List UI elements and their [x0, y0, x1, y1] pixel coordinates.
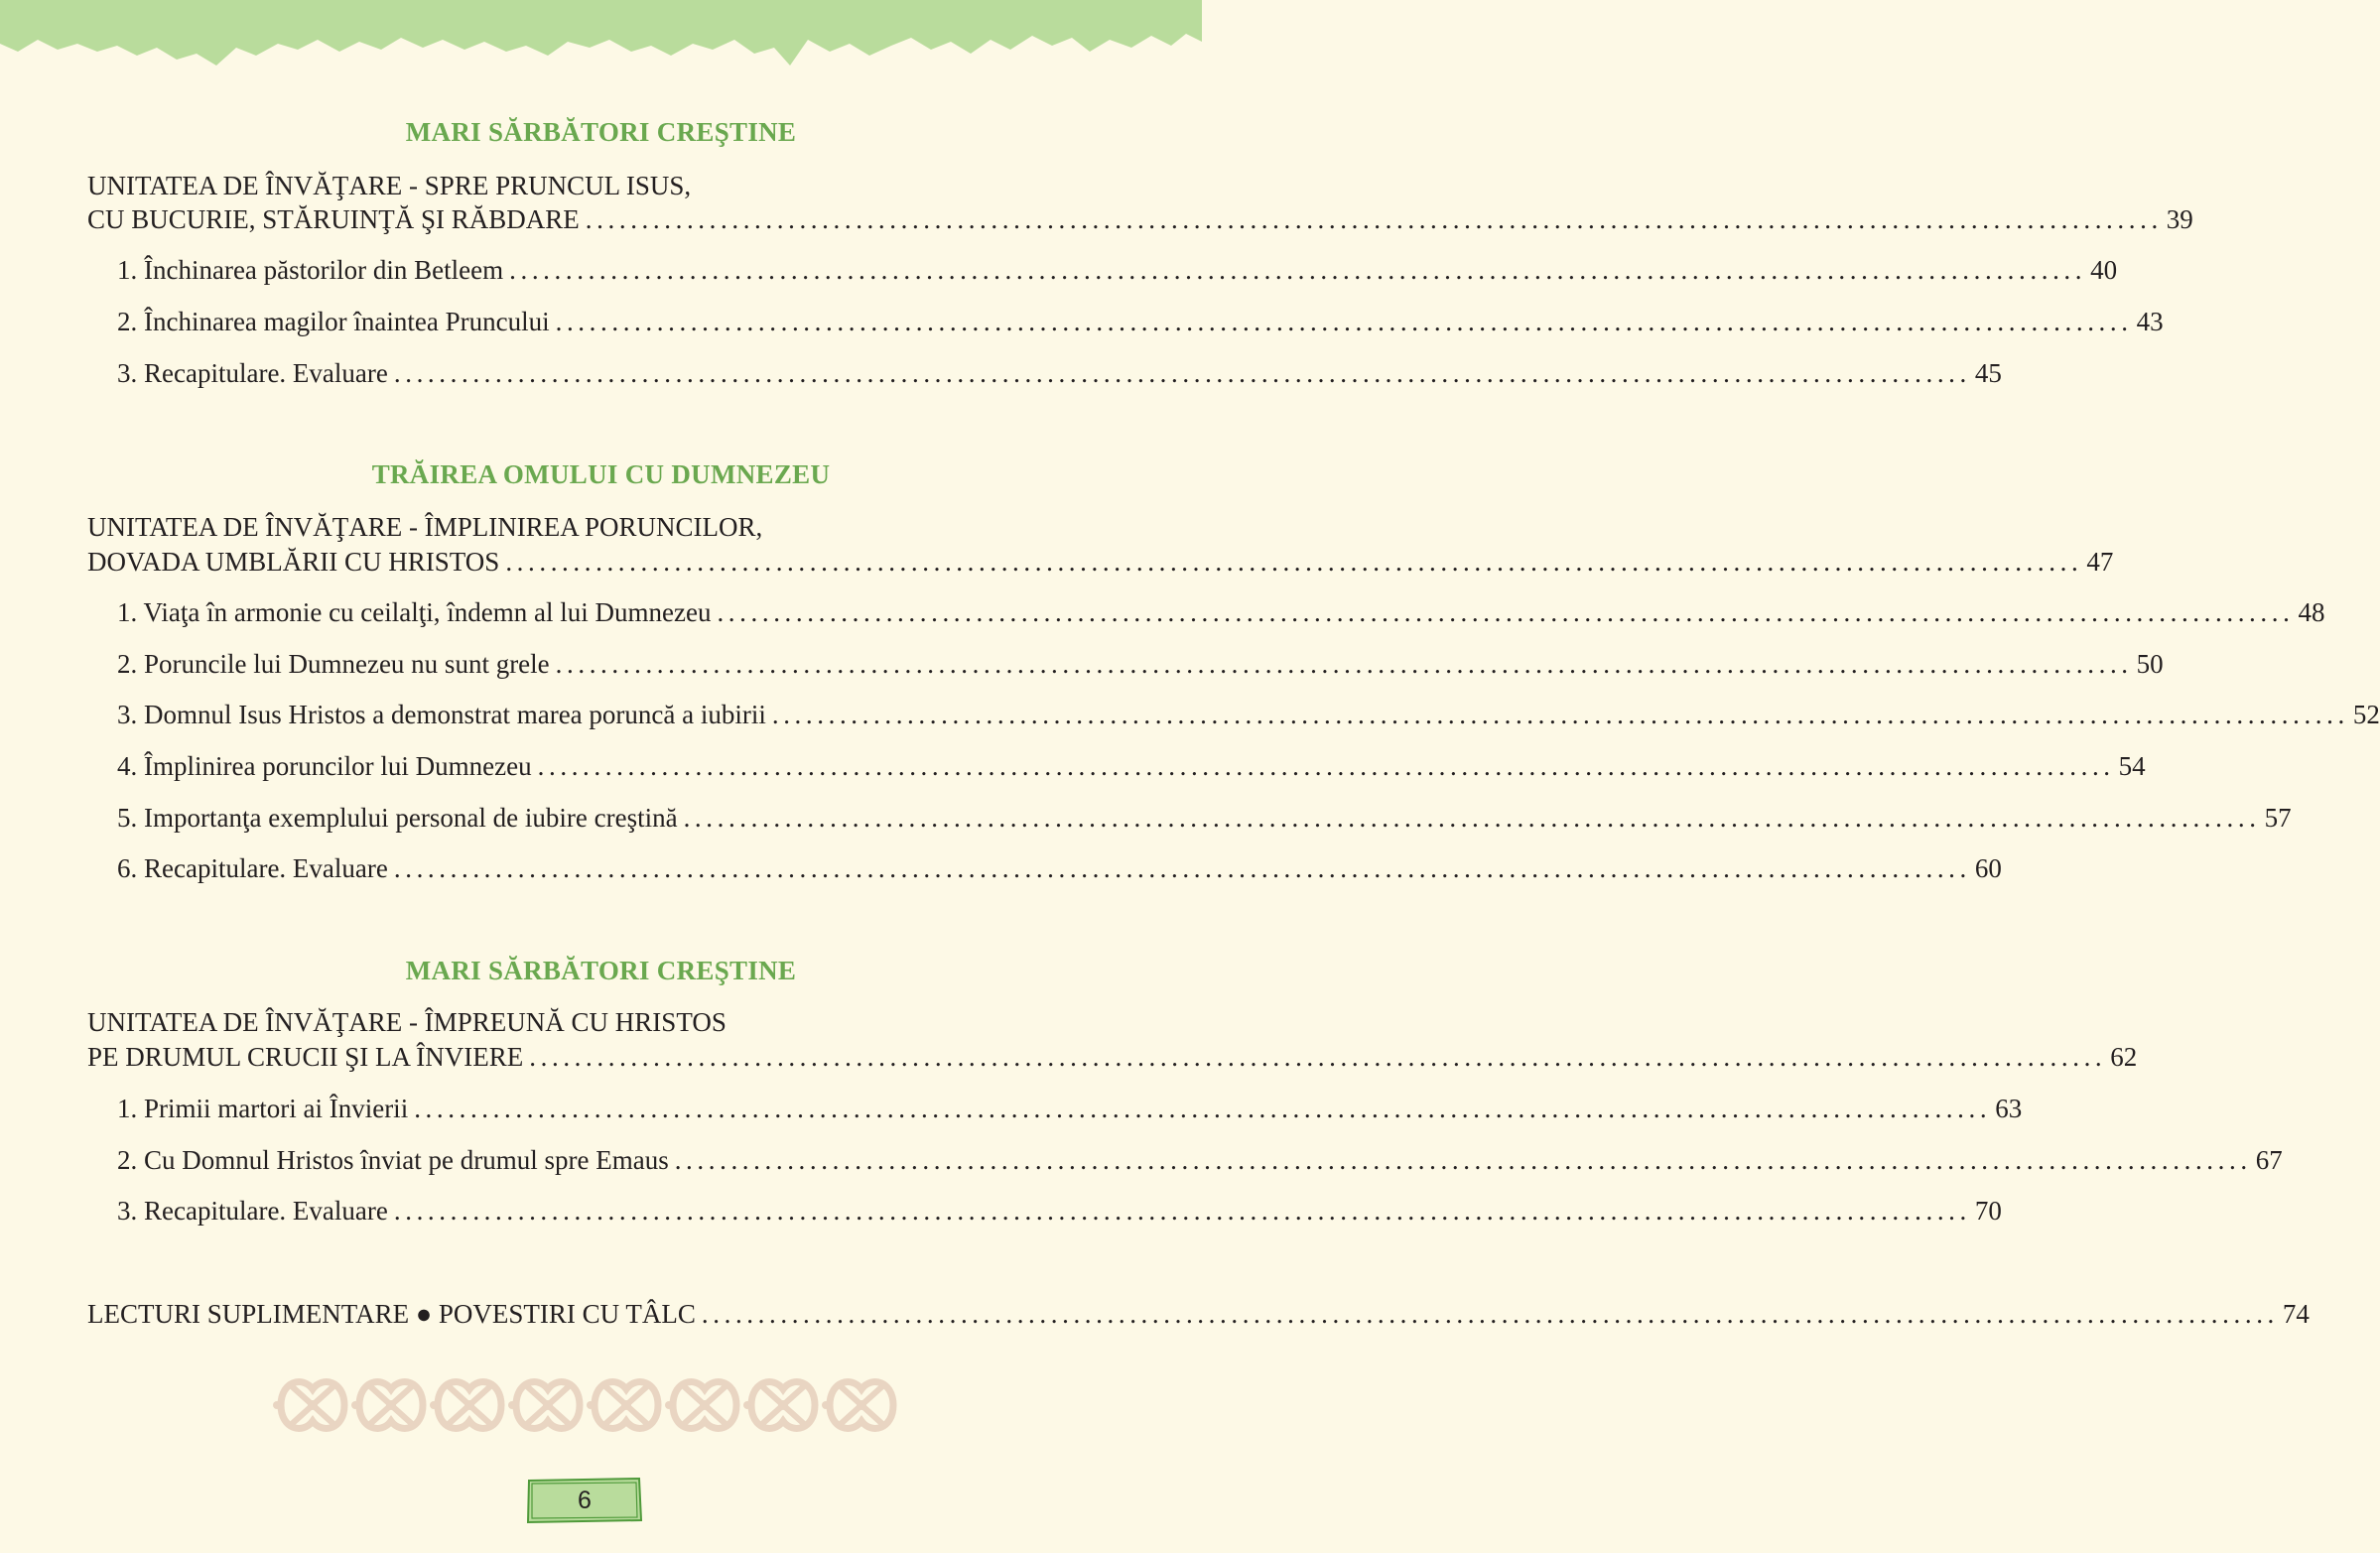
toc-entry-lesson[interactable] — [117, 852, 2002, 884]
dot-leader: ............................................................................................................................................ — [537, 751, 2115, 781]
toc-entry-lesson[interactable] — [117, 254, 2118, 286]
lesson-title: 2. Cu Domnul Hristos înviat pe drumul spre Emaus — [117, 1145, 669, 1175]
dot-leader: ............................................................................................................................................ — [717, 597, 2295, 627]
lesson-title: 3. Recapitulare. Evaluare — [117, 358, 388, 388]
lesson-title: 4. Împlinirea poruncilor lui Dumnezeu — [117, 751, 532, 781]
page-ref: 39 — [2166, 204, 2193, 234]
page-ref: 74 — [2282, 1299, 2310, 1329]
dot-leader: ............................................................................................................................................ — [393, 853, 1971, 883]
toc-entry-lesson[interactable] — [117, 596, 2325, 628]
page-ref: 70 — [1974, 1196, 2002, 1226]
toc-entry-lesson[interactable] — [117, 699, 2380, 730]
dot-leader: ............................................................................................................................................ — [555, 649, 2133, 679]
toc-entry-extra[interactable] — [87, 1298, 2310, 1330]
dot-leader: ............................................................................................................................................ — [771, 700, 2349, 729]
dot-leader: ............................................................................................................................................ — [585, 204, 2163, 234]
toc-entry-unit[interactable] — [87, 546, 2114, 578]
lesson-title: 5. Importanţa exemplului personal de iubire creştină — [117, 803, 678, 833]
lesson-title: 1. Închinarea păstorilor din Betleem — [117, 255, 504, 285]
lesson-title: 2. Închinarea magilor înaintea Pruncului — [117, 307, 550, 336]
dot-leader: ............................................................................................................................................ — [414, 1094, 1992, 1123]
toc-entry-lesson[interactable] — [117, 1144, 2283, 1176]
page-ref: 48 — [2298, 597, 2325, 627]
lesson-title: 3. Recapitulare. Evaluare — [117, 1196, 388, 1226]
toc-entry-lesson[interactable] — [117, 357, 2002, 389]
toc-entry-lesson[interactable] — [117, 306, 2164, 337]
toc-entry-lesson[interactable] — [117, 750, 2146, 782]
section-title: TRĂIREA OMULUI CU DUMNEZEU — [371, 459, 831, 489]
dot-leader: ............................................................................................................................................ — [509, 255, 2087, 285]
page-ref: 63 — [1995, 1094, 2023, 1123]
unit-title-line: DOVADA UMBLĂRII CU HRISTOS — [87, 547, 500, 577]
dot-leader: ............................................................................................................................................ — [505, 547, 2083, 577]
page-ref: 47 — [2086, 547, 2114, 577]
page-ref: 67 — [2255, 1145, 2283, 1175]
dot-leader: ............................................................................................................................................ — [393, 358, 1971, 388]
section-title: MARI SĂRBĂTORI CREŞTINE — [405, 956, 797, 985]
lesson-title: 1. Primii martori ai Învierii — [117, 1094, 409, 1123]
lesson-title: 2. Poruncile lui Dumnezeu nu sunt grele — [117, 649, 550, 679]
unit-title-line: UNITATEA DE ÎNVĂŢARE - ÎMPREUNĂ CU HRISTOS — [87, 1007, 727, 1037]
toc-entry-lesson[interactable] — [117, 1195, 2002, 1227]
lesson-title: 1. Viaţa în armonie cu ceilalţi, îndemn al lui Dumnezeu — [117, 597, 712, 627]
toc-entry-lesson[interactable] — [117, 1093, 2023, 1124]
dot-leader: ............................................................................................................................................ — [674, 1145, 2252, 1175]
lesson-title: 3. Domnul Isus Hristos a demonstrat marea poruncă a iubirii — [117, 700, 766, 729]
top-decorative-band — [0, 0, 1202, 79]
toc-entry-unit[interactable] — [87, 203, 2193, 235]
page-ref: 52 — [2352, 700, 2380, 729]
unit-title-line: PE DRUMUL CRUCII ŞI LA ÎNVIERE — [87, 1042, 524, 1072]
unit-title-line: UNITATEA DE ÎNVĂŢARE - SPRE PRUNCUL ISUS, — [87, 171, 692, 200]
page-ref: 62 — [2110, 1042, 2138, 1072]
extra-title: LECTURI SUPLIMENTARE ● POVESTIRI CU TÂLC — [87, 1299, 696, 1329]
page-ref: 60 — [1974, 853, 2002, 883]
dot-leader: ............................................................................................................................................ — [529, 1042, 2107, 1072]
unit-title-line: CU BUCURIE, STĂRUINŢĂ ŞI RĂBDARE — [87, 204, 580, 234]
toc-entry-lesson[interactable] — [117, 648, 2164, 680]
dot-leader: ............................................................................................................................................ — [393, 1196, 1971, 1226]
page-ref: 40 — [2090, 255, 2118, 285]
dot-leader: ............................................................................................................................................ — [683, 803, 2261, 833]
dot-leader: ............................................................................................................................................ — [555, 307, 2133, 336]
unit-title-line: UNITATEA DE ÎNVĂŢARE - ÎMPLINIREA PORUNCILOR, — [87, 512, 763, 542]
lesson-title: 6. Recapitulare. Evaluare — [117, 853, 388, 883]
page-number-box — [526, 1477, 643, 1524]
page-ref: 45 — [1974, 358, 2002, 388]
page-ref: 57 — [2264, 803, 2292, 833]
toc-entry-unit[interactable] — [87, 1041, 2138, 1073]
page-ref: 50 — [2136, 649, 2164, 679]
page-number: 6 — [578, 1487, 592, 1514]
dot-leader: ............................................................................................................................................ — [701, 1299, 2279, 1329]
toc-entry-lesson[interactable] — [117, 802, 2292, 834]
celtic-knot-ornament — [273, 1367, 898, 1443]
page-ref: 43 — [2136, 307, 2164, 336]
section-title: MARI SĂRBĂTORI CREŞTINE — [405, 117, 797, 147]
page-ref: 54 — [2118, 751, 2146, 781]
